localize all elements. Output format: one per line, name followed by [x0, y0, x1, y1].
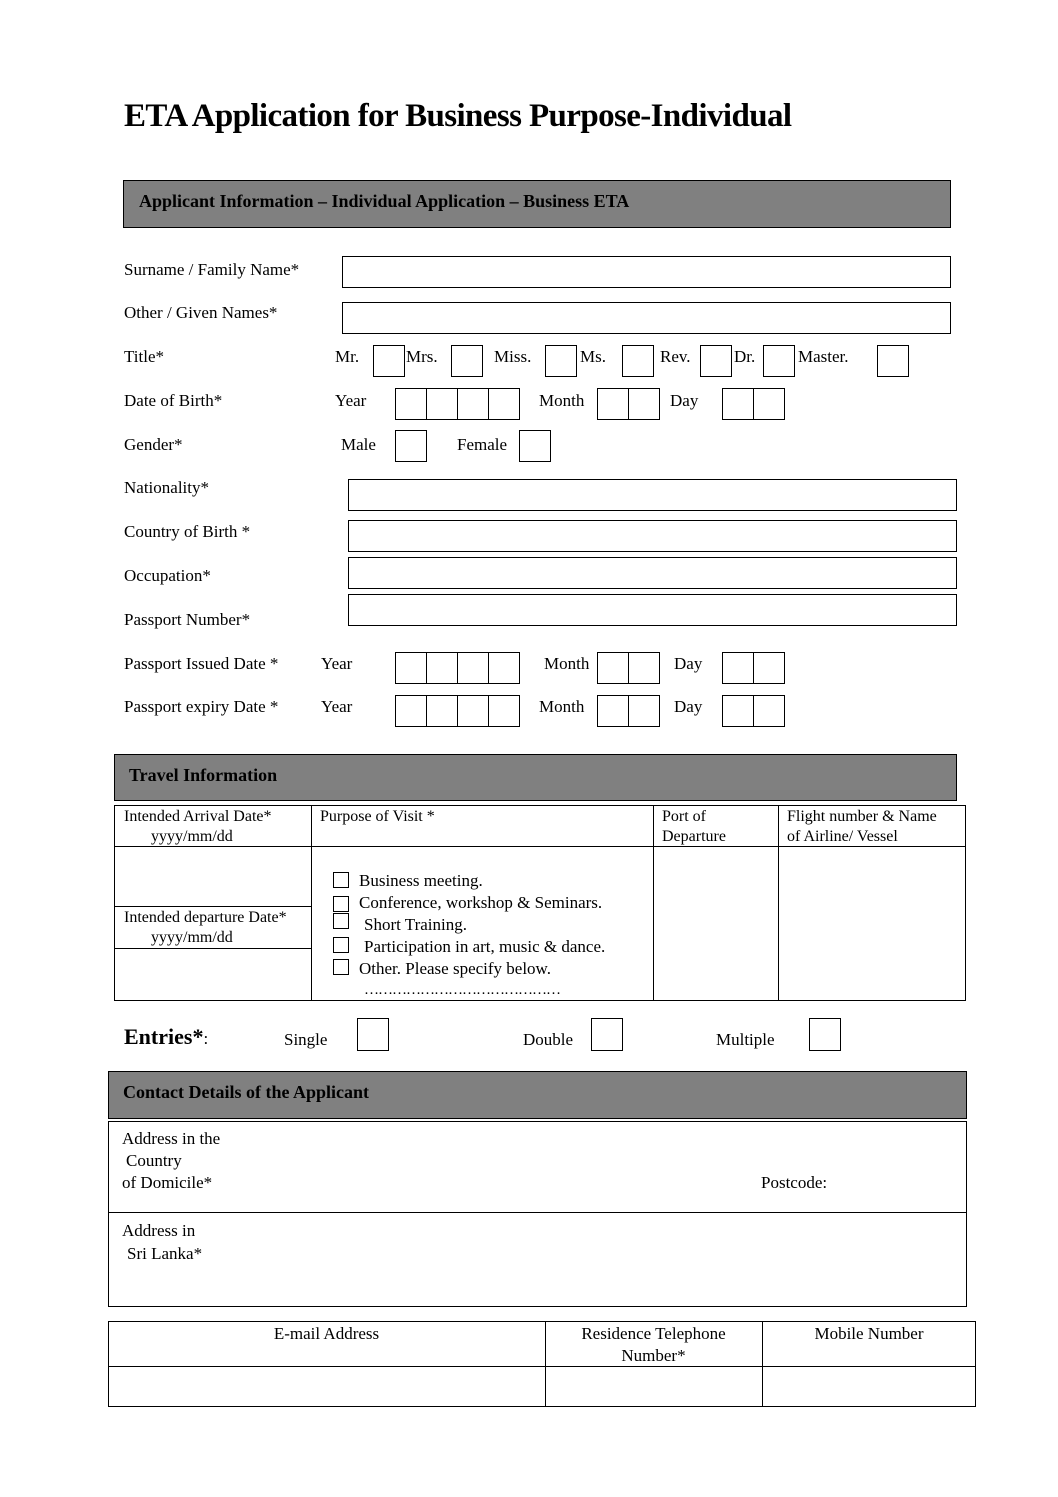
domicile-address-label-3: of Domicile*	[122, 1173, 213, 1192]
departure-date-label: Intended departure Date*	[124, 909, 287, 926]
passport-expiry-year-digit-1[interactable]	[395, 695, 427, 727]
domicile-address-field[interactable]	[240, 1123, 750, 1211]
travel-table-arrival-divider	[114, 906, 312, 907]
departure-date-field[interactable]	[116, 950, 310, 999]
mobile-number-field[interactable]	[764, 1368, 974, 1405]
dob-year-digit-1[interactable]	[395, 388, 427, 420]
entries-single-box[interactable]	[357, 1018, 389, 1051]
travel-table-col-divider-2	[653, 805, 654, 1001]
srilanka-address-label-1: Address in	[122, 1221, 196, 1240]
entries-label: Entries*	[124, 1024, 204, 1049]
purpose-training-label: Short Training.	[364, 915, 467, 934]
travel-info-header-text: Travel Information	[129, 765, 278, 785]
passport-issued-month-label: Month	[544, 654, 590, 673]
purpose-conference-label: Conference, workshop & Seminars.	[359, 893, 603, 912]
title-mr-box[interactable]	[373, 345, 405, 377]
purpose-other-label: Other. Please specify below.	[359, 959, 551, 978]
residence-telephone-field[interactable]	[547, 1368, 761, 1405]
passport-issued-year-digit-1[interactable]	[395, 652, 427, 684]
passport-expiry-month-label: Month	[539, 697, 585, 716]
dob-day-digit-1[interactable]	[722, 388, 754, 420]
title-option-dr-label: Dr.	[734, 347, 756, 366]
port-of-departure-label-1: Port of	[662, 808, 706, 825]
purpose-conference-checkbox[interactable]	[333, 896, 349, 912]
gender-female-label: Female	[457, 435, 508, 454]
travel-info-header	[114, 754, 957, 801]
contact-numbers-row-divider	[108, 1366, 976, 1367]
arrival-date-field[interactable]	[116, 848, 310, 905]
email-address-label: E-mail Address	[273, 1324, 380, 1343]
dob-month-digit-1[interactable]	[597, 388, 629, 420]
country-of-birth-label: Country of Birth *	[124, 522, 251, 541]
applicant-info-header	[123, 180, 951, 228]
title-label: Title*	[124, 347, 165, 366]
gender-label: Gender*	[124, 435, 183, 454]
arrival-date-label: Intended Arrival Date*	[124, 808, 272, 825]
mobile-number-label: Mobile Number	[814, 1324, 924, 1343]
departure-date-format: yyyy/mm/dd	[151, 929, 233, 946]
domicile-address-label-1: Address in the	[122, 1129, 221, 1148]
residence-telephone-label-2: Number*	[621, 1346, 686, 1365]
passport-issued-month-digit-2[interactable]	[628, 652, 660, 684]
applicant-info-header-text: Applicant Information – Individual Application – Business ETA	[139, 191, 630, 211]
travel-table-departure-divider	[114, 948, 312, 949]
passport-expiry-year-label: Year	[321, 697, 353, 716]
passport-expiry-month-digit-2[interactable]	[628, 695, 660, 727]
dob-year-digit-2[interactable]	[426, 388, 458, 420]
passport-issued-day-label: Day	[674, 654, 703, 673]
postcode-label: Postcode:	[761, 1173, 828, 1192]
title-option-master-label: Master.	[798, 347, 849, 366]
occupation-field[interactable]	[348, 557, 957, 589]
travel-table-col-divider-3	[778, 805, 779, 1001]
purpose-training-checkbox[interactable]	[333, 913, 349, 929]
gender-male-box[interactable]	[395, 430, 427, 462]
dob-year-digit-3[interactable]	[457, 388, 489, 420]
port-of-departure-field[interactable]	[655, 848, 777, 999]
title-option-mr-label: Mr.	[335, 347, 360, 366]
passport-issued-year-label: Year	[321, 654, 353, 673]
title-miss-box[interactable]	[545, 345, 577, 377]
passport-expiry-label: Passport expiry Date *	[124, 697, 279, 716]
arrival-date-format: yyyy/mm/dd	[151, 828, 233, 845]
passport-issued-year-digit-4[interactable]	[488, 652, 520, 684]
passport-expiry-day-digit-2[interactable]	[753, 695, 785, 727]
gender-male-label: Male	[341, 435, 376, 454]
passport-number-field[interactable]	[348, 594, 957, 626]
contact-details-header-text: Contact Details of the Applicant	[123, 1082, 369, 1102]
srilanka-address-field[interactable]	[230, 1214, 965, 1305]
page-title: ETA Application for Business Purpose-Individual	[124, 98, 792, 134]
passport-issued-month-digit-1[interactable]	[597, 652, 629, 684]
purpose-business-meeting-checkbox[interactable]	[333, 872, 349, 888]
domicile-address-label-2: Country	[126, 1151, 182, 1170]
passport-expiry-day-label: Day	[674, 697, 703, 716]
title-option-rev-label: Rev.	[660, 347, 691, 366]
passport-expiry-year-digit-4[interactable]	[488, 695, 520, 727]
title-mrs-box[interactable]	[451, 345, 483, 377]
entries-multiple-box[interactable]	[809, 1018, 841, 1051]
passport-issued-day-digit-1[interactable]	[722, 652, 754, 684]
purpose-business-meeting-label: Business meeting.	[359, 871, 483, 890]
title-option-ms-label: Ms.	[580, 347, 606, 366]
title-dr-box[interactable]	[763, 345, 795, 377]
purpose-of-visit-label: Purpose of Visit *	[320, 808, 435, 825]
port-of-departure-label-2: Departure	[662, 828, 726, 845]
title-ms-box[interactable]	[622, 345, 654, 377]
given-names-field[interactable]	[342, 302, 951, 334]
srilanka-address-label-2: Sri Lanka*	[127, 1244, 203, 1263]
nationality-label: Nationality*	[124, 478, 209, 497]
purpose-other-specify-line[interactable]: ……………………………………	[364, 982, 560, 998]
title-option-miss-label: Miss.	[494, 347, 532, 366]
flight-number-field[interactable]	[780, 848, 964, 999]
title-master-box[interactable]	[877, 345, 909, 377]
gender-female-box[interactable]	[519, 430, 551, 462]
title-rev-box[interactable]	[700, 345, 732, 377]
occupation-label: Occupation*	[124, 566, 211, 585]
passport-expiry-day-digit-1[interactable]	[722, 695, 754, 727]
entries-label-row	[124, 1024, 208, 1050]
passport-expiry-year-digit-2[interactable]	[426, 695, 458, 727]
passport-issued-year-digit-2[interactable]	[426, 652, 458, 684]
passport-issued-label: Passport Issued Date *	[124, 654, 279, 673]
surname-label: Surname / Family Name*	[124, 260, 300, 279]
given-names-label: Other / Given Names*	[124, 303, 278, 322]
dob-year-digit-4[interactable]	[488, 388, 520, 420]
title-option-mrs-label: Mrs.	[406, 347, 438, 366]
country-of-birth-field[interactable]	[348, 520, 957, 552]
entries-multiple-label: Multiple	[716, 1030, 775, 1049]
dob-month-label: Month	[539, 391, 585, 410]
nationality-field[interactable]	[348, 479, 957, 511]
entries-double-label: Double	[523, 1030, 574, 1049]
dob-day-label: Day	[670, 391, 699, 410]
flight-number-label-2: of Airline/ Vessel	[787, 828, 898, 845]
dob-month-digit-2[interactable]	[628, 388, 660, 420]
travel-table-col-divider-1	[311, 805, 312, 1001]
passport-issued-day-digit-2[interactable]	[753, 652, 785, 684]
passport-expiry-month-digit-1[interactable]	[597, 695, 629, 727]
dob-label: Date of Birth*	[124, 391, 223, 410]
purpose-art-checkbox[interactable]	[333, 937, 349, 953]
purpose-art-label: Participation in art, music & dance.	[364, 937, 606, 956]
residence-telephone-label-1: Residence Telephone	[581, 1324, 726, 1343]
surname-field[interactable]	[342, 256, 951, 288]
contact-details-header	[108, 1071, 967, 1119]
dob-year-label: Year	[335, 391, 367, 410]
entries-double-box[interactable]	[591, 1018, 623, 1051]
passport-number-label: Passport Number*	[124, 610, 251, 629]
passport-expiry-year-digit-3[interactable]	[457, 695, 489, 727]
dob-day-digit-2[interactable]	[753, 388, 785, 420]
flight-number-label-1: Flight number & Name	[787, 808, 937, 825]
entries-single-label: Single	[284, 1030, 328, 1049]
entries-colon: :	[203, 1029, 209, 1048]
address-table-divider	[108, 1212, 967, 1213]
email-address-field[interactable]	[110, 1368, 544, 1405]
purpose-other-checkbox[interactable]	[333, 959, 349, 975]
passport-issued-year-digit-3[interactable]	[457, 652, 489, 684]
